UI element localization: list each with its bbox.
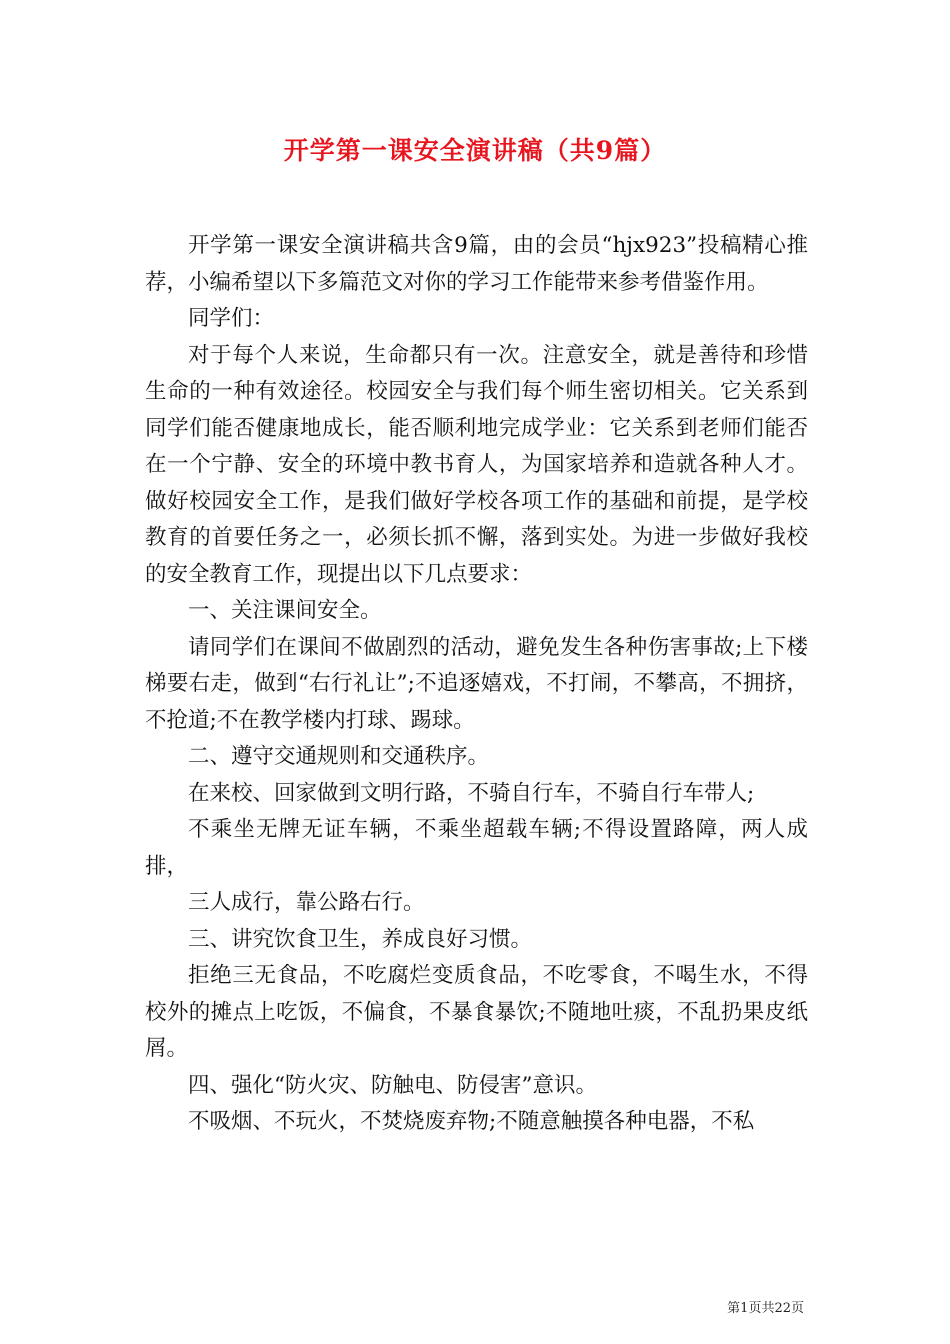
paragraph-section-3: 拒绝三无食品，不吃腐烂变质食品，不吃零食，不喝生水，不得校外的摊点上吃饭，不偏食，不暴食暴饮;不随地吐痰，不乱扔果皮纸屑。 (145, 963, 808, 1061)
document-title: 开学第一课安全演讲稿（共9篇） (283, 136, 667, 165)
paragraph-intro: 开学第一课安全演讲稿共含9篇，由的会员“hjx923”投稿精心推荐，小编希望以下多篇范文对你的学习工作能带来参考借鉴作用。 (145, 233, 808, 295)
paragraph-section-4: 不吸烟、不玩火，不焚烧废弃物;不随意触摸各种电器，不私 (188, 1109, 755, 1134)
paragraph-section-2c: 三人成行，靠公路右行。 (188, 890, 425, 915)
section-heading-1: 一、关注课间安全。 (188, 598, 382, 623)
paragraph-section-1: 请同学们在课间不做剧烈的活动，避免发生各种伤害事故;上下楼梯要右走，做到“右行礼让”;不追逐嬉戏，不打闹，不攀高，不拥挤，不抢道;不在教学楼内打球、踢球。 (145, 634, 808, 733)
paragraph-section-2a: 在来校、回家做到文明行路，不骑自行车，不骑自行车带人; (188, 780, 755, 806)
page-number: 第1页共22页 (727, 1301, 804, 1316)
section-heading-3: 三、讲究饮食卫生，养成良好习惯。 (188, 926, 533, 952)
paragraph-main: 对于每个人来说，生命都只有一次。注意安全，就是善待和珍惜生命的一种有效途径。校园安全与我们每个师生密切相关。它关系到同学们能否健康地成长，能否顺利地完成学业：它关系到老师们能否在一个宁静、安全的环境中教书育人，为国家培养和造就各种人才。做好校园安全工作，是我们做好学校各项工作的基础和前提，是学校教育的首要任务之一，必须长抓不懈，落到实处。为进一步做好我校的安全教育工作，现提出以下几点要求： (145, 342, 808, 587)
document-body (145, 228, 808, 1141)
section-heading-4: 四、强化“防火灾、防触电、防侵害”意识。 (188, 1072, 597, 1098)
paragraph-greeting: 同学们： (188, 306, 275, 331)
section-heading-2: 二、遵守交通规则和交通秩序。 (188, 744, 490, 769)
paragraph-section-2b: 不乘坐无牌无证车辆，不乘坐超载车辆;不得设置路障，两人成排， (145, 817, 808, 879)
